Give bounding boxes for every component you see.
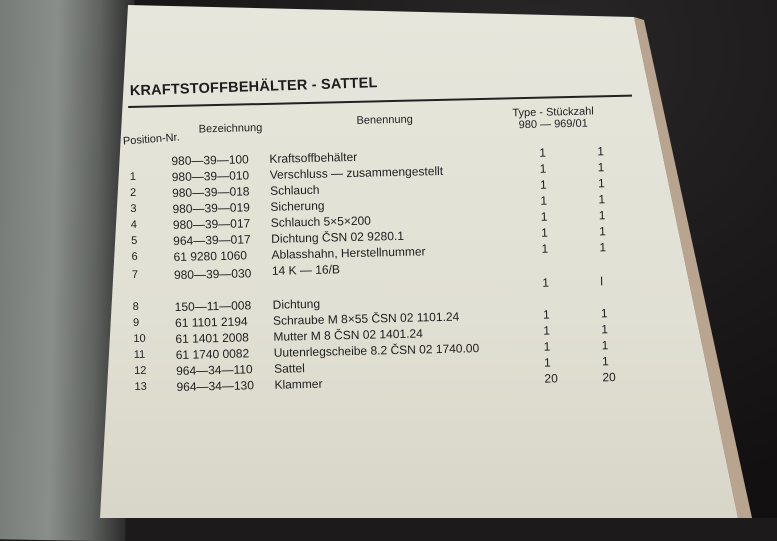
part-name-continuation: 14 K — 16/B [271, 262, 341, 278]
part-name: Ablasshahn, Herstellnummer [271, 244, 426, 262]
quantity-980: 20 [544, 371, 558, 386]
quantity-980: 1 [539, 177, 547, 192]
part-name: Schraube M 8×55 ČSN 02 1101.24 [272, 309, 460, 328]
quantity-969: 1 [597, 144, 605, 159]
quantity-969: 1 [601, 322, 609, 337]
position-number: 12 [134, 364, 147, 377]
quantity-980: 1 [541, 241, 549, 256]
part-number: 964—34—110 [176, 362, 253, 379]
quantity-969: 20 [602, 370, 616, 385]
quantity-980: 1 [542, 275, 550, 290]
quantity-969: 1 [599, 240, 607, 255]
part-number: 964—39—017 [173, 232, 251, 249]
quantity-969: 1 [600, 306, 608, 321]
part-name: Uutenrlegscheibe 8.2 ČSN 02 1740.00 [273, 341, 480, 360]
part-name: Klammer [274, 376, 323, 392]
position-number: 10 [133, 332, 146, 345]
part-number: 150—11—008 [174, 298, 252, 315]
quantity-980: 1 [540, 193, 548, 208]
position-number: 5 [131, 234, 138, 248]
part-number: 964—34—130 [176, 378, 255, 395]
part-name: Mutter M 8 ČSN 02 1401.24 [273, 326, 423, 344]
quantity-969: 1 [598, 208, 606, 223]
part-name: Dichtung [272, 296, 321, 312]
position-number: 7 [131, 268, 139, 281]
part-name: Dichtung ČSN 02 9280.1 [271, 228, 405, 246]
part-number: 980—39—100 [171, 152, 249, 169]
quantity-980: 1 [543, 355, 551, 370]
position-number: 13 [134, 380, 147, 393]
position-number: 4 [130, 218, 138, 232]
position-number: 6 [131, 250, 138, 264]
quantity-969: 1 [601, 354, 609, 369]
position-number: 3 [130, 202, 137, 216]
part-number: 980—39—030 [173, 266, 252, 283]
part-name: Schlauch [269, 182, 320, 198]
quantity-980: 1 [543, 339, 551, 354]
position-number: 9 [132, 316, 140, 329]
quantity-980: 1 [543, 323, 551, 338]
header-bezeichnung: Bezeichnung [198, 122, 263, 136]
quantity-980: 1 [542, 307, 550, 322]
position-number: 8 [132, 300, 139, 313]
part-number: 980—39—017 [172, 216, 251, 233]
part-name: Sattel [273, 361, 305, 376]
part-number: 980—39—018 [171, 184, 250, 201]
part-name: Sicherung [270, 198, 325, 214]
quantity-969: 1 [598, 224, 606, 239]
position-number: 1 [129, 170, 137, 184]
part-number: 61 1401 2008 [175, 330, 249, 347]
quantity-969: 1 [597, 160, 605, 175]
position-number: 2 [129, 186, 137, 200]
quantity-980: 1 [539, 161, 547, 176]
position-number: 11 [133, 348, 146, 361]
part-number: 980—39—019 [172, 200, 251, 217]
part-number: 980—39—010 [171, 168, 250, 185]
quantity-969: 1 [601, 338, 609, 353]
quantity-969: 1 [598, 192, 606, 207]
header-type: Type - Stückzahl [512, 105, 594, 120]
header-benennung: Benennung [356, 113, 413, 127]
header-position: Position-Nr. [122, 131, 181, 148]
header-type-values: 980 — 969/01 [518, 117, 588, 132]
part-number: 61 9280 1060 [173, 248, 248, 265]
part-name: Kraftsoffbehälter [269, 149, 358, 166]
quantity-980: 1 [540, 209, 548, 224]
part-name: Schlauch 5×5×200 [270, 213, 372, 230]
part-name: Verschluss — zusammengestellt [269, 163, 444, 182]
quantity-969: 1 [597, 176, 605, 191]
quantity-980: 1 [539, 145, 547, 160]
quantity-980: 1 [540, 225, 548, 240]
part-number: 61 1740 0082 [175, 346, 250, 363]
part-number: 61 1101 2194 [174, 314, 248, 331]
quantity-969: l [600, 274, 604, 289]
page-title: KRAFTSTOFFBEHÄLTER - SATTEL [129, 75, 378, 100]
